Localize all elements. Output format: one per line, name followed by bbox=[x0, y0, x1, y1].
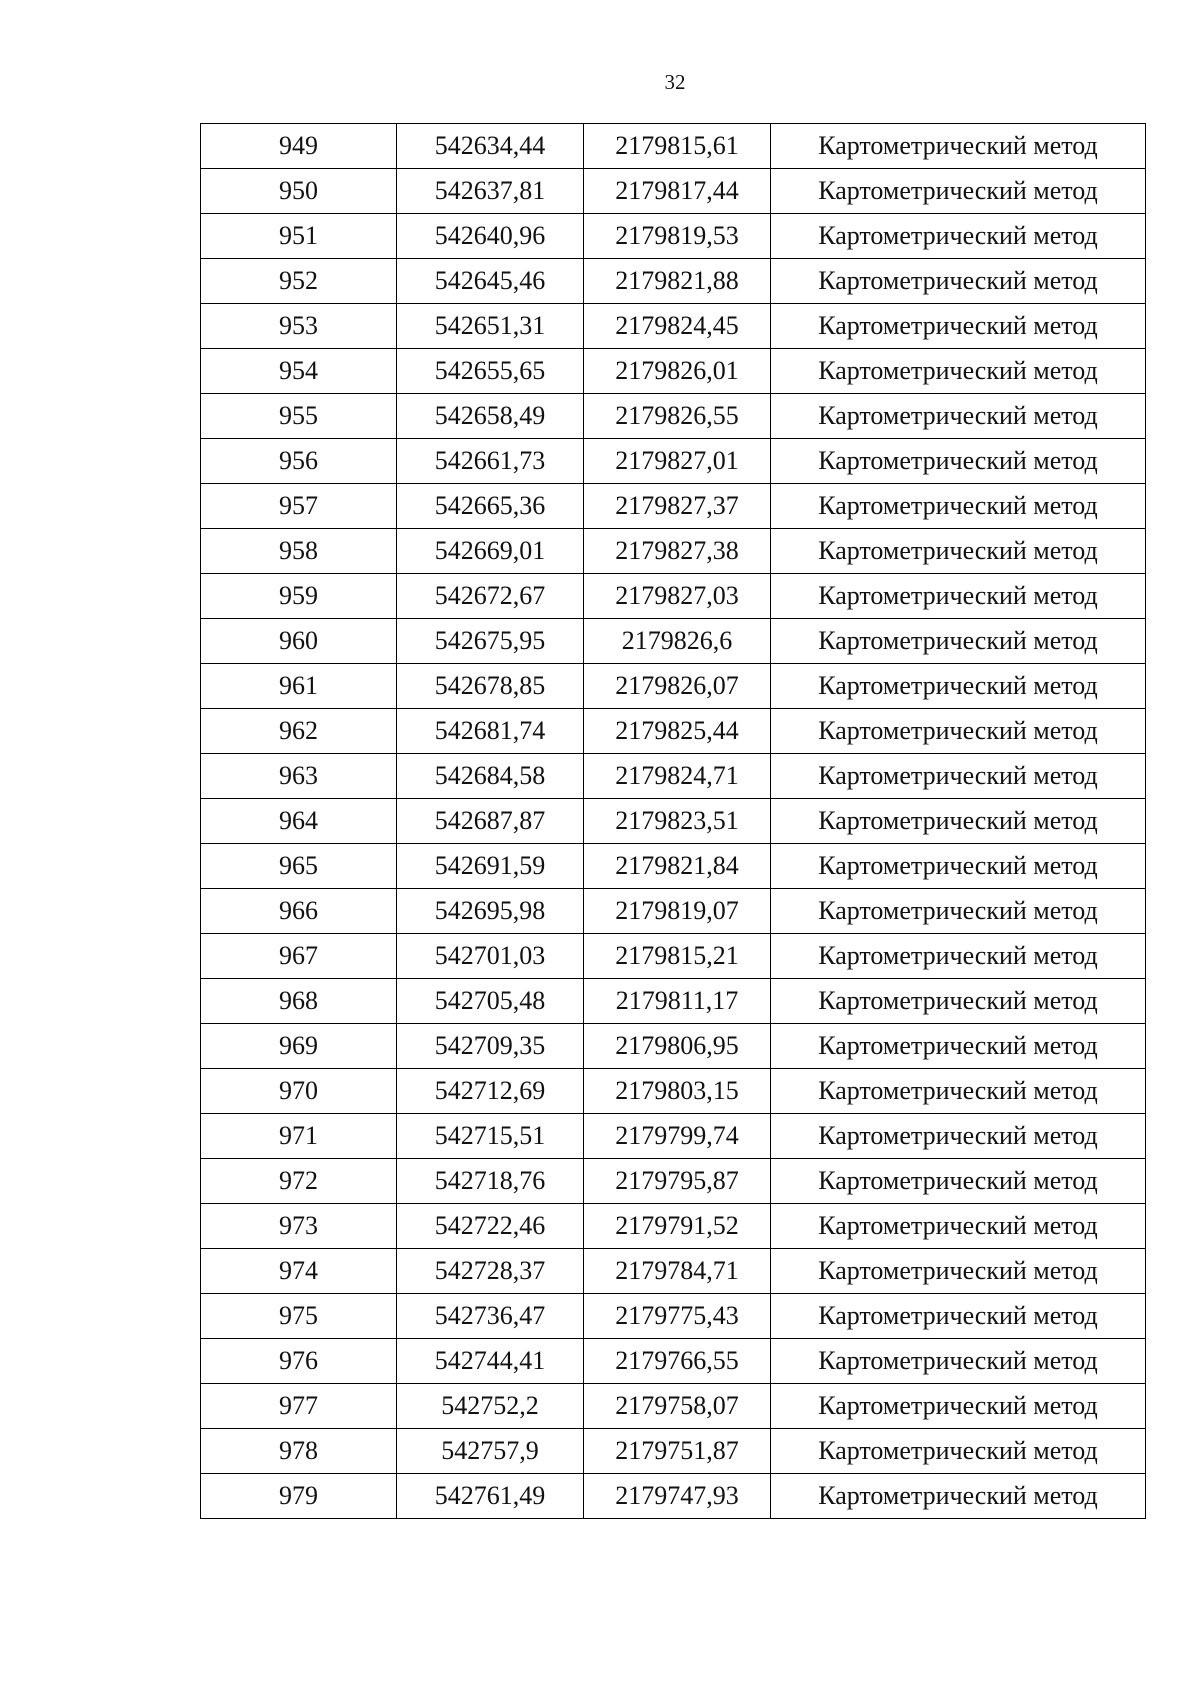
point-number-cell: 974 bbox=[201, 1249, 397, 1294]
method-cell: Картометрический метод bbox=[771, 394, 1146, 439]
method-cell: Картометрический метод bbox=[771, 1069, 1146, 1114]
table-row bbox=[201, 439, 1146, 484]
point-number-cell: 959 bbox=[201, 574, 397, 619]
point-number-cell: 973 bbox=[201, 1204, 397, 1249]
x-coordinate-cell: 542684,58 bbox=[397, 754, 584, 799]
x-coordinate-cell: 542634,44 bbox=[397, 124, 584, 169]
x-coordinate-cell: 542645,46 bbox=[397, 259, 584, 304]
method-cell: Картометрический метод bbox=[771, 529, 1146, 574]
x-coordinate-cell: 542695,98 bbox=[397, 889, 584, 934]
y-coordinate-cell: 2179815,61 bbox=[584, 124, 771, 169]
x-coordinate-cell: 542757,9 bbox=[397, 1429, 584, 1474]
x-coordinate-cell: 542752,2 bbox=[397, 1384, 584, 1429]
method-cell: Картометрический метод bbox=[771, 1384, 1146, 1429]
method-cell: Картометрический метод bbox=[771, 439, 1146, 484]
y-coordinate-cell: 2179827,38 bbox=[584, 529, 771, 574]
x-coordinate-cell: 542712,69 bbox=[397, 1069, 584, 1114]
method-cell: Картометрический метод bbox=[771, 889, 1146, 934]
y-coordinate-cell: 2179766,55 bbox=[584, 1339, 771, 1384]
y-coordinate-cell: 2179826,01 bbox=[584, 349, 771, 394]
point-number-cell: 952 bbox=[201, 259, 397, 304]
table-body bbox=[201, 124, 1146, 1519]
method-cell: Картометрический метод bbox=[771, 799, 1146, 844]
point-number-cell: 975 bbox=[201, 1294, 397, 1339]
x-coordinate-cell: 542687,87 bbox=[397, 799, 584, 844]
method-cell: Картометрический метод bbox=[771, 1114, 1146, 1159]
point-number-cell: 956 bbox=[201, 439, 397, 484]
x-coordinate-cell: 542655,65 bbox=[397, 349, 584, 394]
y-coordinate-cell: 2179821,84 bbox=[584, 844, 771, 889]
table-row bbox=[201, 979, 1146, 1024]
table-row bbox=[201, 1069, 1146, 1114]
point-number-cell: 971 bbox=[201, 1114, 397, 1159]
table-row bbox=[201, 889, 1146, 934]
point-number-cell: 955 bbox=[201, 394, 397, 439]
method-cell: Картометрический метод bbox=[771, 574, 1146, 619]
table-row bbox=[201, 349, 1146, 394]
point-number-cell: 970 bbox=[201, 1069, 397, 1114]
point-number-cell: 967 bbox=[201, 934, 397, 979]
page-number: 32 bbox=[664, 70, 686, 94]
y-coordinate-cell: 2179824,45 bbox=[584, 304, 771, 349]
table-row bbox=[201, 574, 1146, 619]
coordinates-table bbox=[200, 123, 1146, 1519]
point-number-cell: 966 bbox=[201, 889, 397, 934]
method-cell: Картометрический метод bbox=[771, 844, 1146, 889]
point-number-cell: 965 bbox=[201, 844, 397, 889]
point-number-cell: 977 bbox=[201, 1384, 397, 1429]
point-number-cell: 958 bbox=[201, 529, 397, 574]
table-row bbox=[201, 1339, 1146, 1384]
y-coordinate-cell: 2179825,44 bbox=[584, 709, 771, 754]
table-row bbox=[201, 1249, 1146, 1294]
y-coordinate-cell: 2179824,71 bbox=[584, 754, 771, 799]
x-coordinate-cell: 542744,41 bbox=[397, 1339, 584, 1384]
method-cell: Картометрический метод bbox=[771, 304, 1146, 349]
y-coordinate-cell: 2179819,53 bbox=[584, 214, 771, 259]
method-cell: Картометрический метод bbox=[771, 1159, 1146, 1204]
method-cell: Картометрический метод bbox=[771, 754, 1146, 799]
x-coordinate-cell: 542715,51 bbox=[397, 1114, 584, 1159]
y-coordinate-cell: 2179799,74 bbox=[584, 1114, 771, 1159]
method-cell: Картометрический метод bbox=[771, 214, 1146, 259]
point-number-cell: 951 bbox=[201, 214, 397, 259]
x-coordinate-cell: 542736,47 bbox=[397, 1294, 584, 1339]
table-row bbox=[201, 394, 1146, 439]
x-coordinate-cell: 542675,95 bbox=[397, 619, 584, 664]
x-coordinate-cell: 542672,67 bbox=[397, 574, 584, 619]
y-coordinate-cell: 2179815,21 bbox=[584, 934, 771, 979]
point-number-cell: 978 bbox=[201, 1429, 397, 1474]
x-coordinate-cell: 542661,73 bbox=[397, 439, 584, 484]
point-number-cell: 954 bbox=[201, 349, 397, 394]
point-number-cell: 968 bbox=[201, 979, 397, 1024]
method-cell: Картометрический метод bbox=[771, 619, 1146, 664]
table-row bbox=[201, 1474, 1146, 1519]
table-row bbox=[201, 1429, 1146, 1474]
method-cell: Картометрический метод bbox=[771, 1339, 1146, 1384]
table-row bbox=[201, 169, 1146, 214]
table-row bbox=[201, 1294, 1146, 1339]
table-row bbox=[201, 214, 1146, 259]
y-coordinate-cell: 2179827,03 bbox=[584, 574, 771, 619]
method-cell: Картометрический метод bbox=[771, 664, 1146, 709]
table-row bbox=[201, 304, 1146, 349]
method-cell: Картометрический метод bbox=[771, 1204, 1146, 1249]
point-number-cell: 972 bbox=[201, 1159, 397, 1204]
method-cell: Картометрический метод bbox=[771, 709, 1146, 754]
y-coordinate-cell: 2179795,87 bbox=[584, 1159, 771, 1204]
point-number-cell: 969 bbox=[201, 1024, 397, 1069]
y-coordinate-cell: 2179826,55 bbox=[584, 394, 771, 439]
table-row bbox=[201, 1114, 1146, 1159]
y-coordinate-cell: 2179819,07 bbox=[584, 889, 771, 934]
x-coordinate-cell: 542701,03 bbox=[397, 934, 584, 979]
point-number-cell: 963 bbox=[201, 754, 397, 799]
method-cell: Картометрический метод bbox=[771, 169, 1146, 214]
y-coordinate-cell: 2179784,71 bbox=[584, 1249, 771, 1294]
method-cell: Картометрический метод bbox=[771, 934, 1146, 979]
table-row bbox=[201, 934, 1146, 979]
x-coordinate-cell: 542728,37 bbox=[397, 1249, 584, 1294]
table-row bbox=[201, 259, 1146, 304]
x-coordinate-cell: 542709,35 bbox=[397, 1024, 584, 1069]
method-cell: Картометрический метод bbox=[771, 124, 1146, 169]
y-coordinate-cell: 2179747,93 bbox=[584, 1474, 771, 1519]
method-cell: Картометрический метод bbox=[771, 1294, 1146, 1339]
point-number-cell: 961 bbox=[201, 664, 397, 709]
y-coordinate-cell: 2179827,01 bbox=[584, 439, 771, 484]
point-number-cell: 949 bbox=[201, 124, 397, 169]
x-coordinate-cell: 542705,48 bbox=[397, 979, 584, 1024]
table-row bbox=[201, 799, 1146, 844]
table-row bbox=[201, 124, 1146, 169]
point-number-cell: 950 bbox=[201, 169, 397, 214]
method-cell: Картометрический метод bbox=[771, 349, 1146, 394]
x-coordinate-cell: 542718,76 bbox=[397, 1159, 584, 1204]
method-cell: Картометрический метод bbox=[771, 1249, 1146, 1294]
y-coordinate-cell: 2179811,17 bbox=[584, 979, 771, 1024]
method-cell: Картометрический метод bbox=[771, 1429, 1146, 1474]
table-row bbox=[201, 1204, 1146, 1249]
method-cell: Картометрический метод bbox=[771, 1024, 1146, 1069]
y-coordinate-cell: 2179803,15 bbox=[584, 1069, 771, 1114]
point-number-cell: 964 bbox=[201, 799, 397, 844]
table-row bbox=[201, 844, 1146, 889]
table-row bbox=[201, 619, 1146, 664]
x-coordinate-cell: 542761,49 bbox=[397, 1474, 584, 1519]
x-coordinate-cell: 542669,01 bbox=[397, 529, 584, 574]
method-cell: Картометрический метод bbox=[771, 1474, 1146, 1519]
y-coordinate-cell: 2179806,95 bbox=[584, 1024, 771, 1069]
method-cell: Картометрический метод bbox=[771, 484, 1146, 529]
x-coordinate-cell: 542651,31 bbox=[397, 304, 584, 349]
point-number-cell: 962 bbox=[201, 709, 397, 754]
x-coordinate-cell: 542640,96 bbox=[397, 214, 584, 259]
table-row bbox=[201, 709, 1146, 754]
table-row bbox=[201, 664, 1146, 709]
table-row bbox=[201, 529, 1146, 574]
x-coordinate-cell: 542665,36 bbox=[397, 484, 584, 529]
y-coordinate-cell: 2179823,51 bbox=[584, 799, 771, 844]
y-coordinate-cell: 2179826,6 bbox=[584, 619, 771, 664]
point-number-cell: 960 bbox=[201, 619, 397, 664]
y-coordinate-cell: 2179821,88 bbox=[584, 259, 771, 304]
method-cell: Картометрический метод bbox=[771, 259, 1146, 304]
y-coordinate-cell: 2179791,52 bbox=[584, 1204, 771, 1249]
y-coordinate-cell: 2179775,43 bbox=[584, 1294, 771, 1339]
point-number-cell: 979 bbox=[201, 1474, 397, 1519]
x-coordinate-cell: 542637,81 bbox=[397, 169, 584, 214]
table-row bbox=[201, 1024, 1146, 1069]
table-row bbox=[201, 754, 1146, 799]
y-coordinate-cell: 2179817,44 bbox=[584, 169, 771, 214]
y-coordinate-cell: 2179758,07 bbox=[584, 1384, 771, 1429]
y-coordinate-cell: 2179751,87 bbox=[584, 1429, 771, 1474]
x-coordinate-cell: 542722,46 bbox=[397, 1204, 584, 1249]
x-coordinate-cell: 542658,49 bbox=[397, 394, 584, 439]
table-row bbox=[201, 484, 1146, 529]
table-row bbox=[201, 1384, 1146, 1429]
y-coordinate-cell: 2179827,37 bbox=[584, 484, 771, 529]
table-row bbox=[201, 1159, 1146, 1204]
x-coordinate-cell: 542681,74 bbox=[397, 709, 584, 754]
point-number-cell: 957 bbox=[201, 484, 397, 529]
y-coordinate-cell: 2179826,07 bbox=[584, 664, 771, 709]
x-coordinate-cell: 542678,85 bbox=[397, 664, 584, 709]
point-number-cell: 976 bbox=[201, 1339, 397, 1384]
point-number-cell: 953 bbox=[201, 304, 397, 349]
x-coordinate-cell: 542691,59 bbox=[397, 844, 584, 889]
method-cell: Картометрический метод bbox=[771, 979, 1146, 1024]
